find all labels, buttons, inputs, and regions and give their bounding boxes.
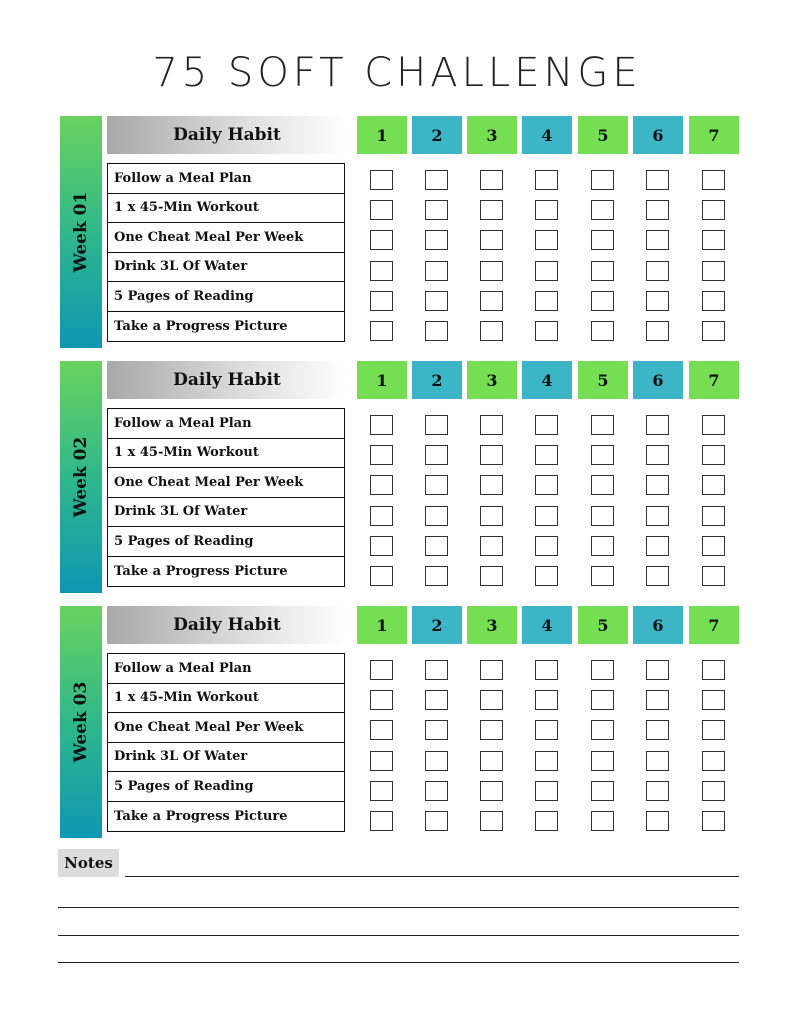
habit-checkbox[interactable] bbox=[425, 321, 448, 341]
habit-checkbox[interactable] bbox=[646, 720, 669, 740]
habit-checkbox[interactable] bbox=[480, 811, 503, 831]
habit-checkbox[interactable] bbox=[370, 475, 393, 495]
habit-checkbox[interactable] bbox=[370, 506, 393, 526]
habit-checkbox[interactable] bbox=[425, 291, 448, 311]
habit-checkbox[interactable] bbox=[535, 660, 558, 680]
habit-list bbox=[107, 408, 345, 587]
habit-checkbox[interactable] bbox=[370, 415, 393, 435]
habit-checkbox[interactable] bbox=[480, 660, 503, 680]
habit-checkbox[interactable] bbox=[425, 230, 448, 250]
habit-checkbox[interactable] bbox=[535, 690, 558, 710]
habit-checkbox[interactable] bbox=[646, 291, 669, 311]
habit-checkbox[interactable] bbox=[646, 781, 669, 801]
habit-checkbox[interactable] bbox=[425, 751, 448, 771]
habit-checkbox[interactable] bbox=[646, 566, 669, 586]
habit-label: Take a Progress Picture bbox=[114, 808, 288, 824]
day-header: 5 bbox=[578, 116, 628, 154]
habit-checkbox[interactable] bbox=[702, 506, 725, 526]
week-block bbox=[60, 361, 740, 593]
habit-checkbox[interactable] bbox=[535, 230, 558, 250]
habit-label: 5 Pages of Reading bbox=[108, 527, 344, 557]
day-header: 4 bbox=[522, 116, 572, 154]
habit-checkbox[interactable] bbox=[702, 200, 725, 220]
habit-checkbox[interactable] bbox=[535, 170, 558, 190]
habit-checkbox[interactable] bbox=[535, 261, 558, 281]
habit-checkbox[interactable] bbox=[370, 200, 393, 220]
habit-checkbox[interactable] bbox=[702, 781, 725, 801]
habit-checkbox[interactable] bbox=[425, 566, 448, 586]
habit-checkbox[interactable] bbox=[591, 781, 614, 801]
habit-checkbox[interactable] bbox=[702, 751, 725, 771]
day-header: 2 bbox=[412, 606, 462, 644]
habit-checkbox[interactable] bbox=[425, 506, 448, 526]
habit-checkbox[interactable] bbox=[370, 445, 393, 465]
habit-checkbox[interactable] bbox=[646, 811, 669, 831]
habit-label: Take a Progress Picture bbox=[114, 563, 288, 579]
habit-checkbox[interactable] bbox=[646, 230, 669, 250]
habit-checkbox[interactable] bbox=[702, 566, 725, 586]
week-label: Week 03 bbox=[71, 681, 91, 763]
notes-line[interactable] bbox=[58, 962, 739, 963]
daily-habit-header: Daily Habit bbox=[107, 606, 347, 644]
habit-checkbox[interactable] bbox=[370, 536, 393, 556]
habit-label: One Cheat Meal Per Week bbox=[108, 223, 344, 253]
habit-checkbox[interactable] bbox=[591, 475, 614, 495]
habit-checkbox[interactable] bbox=[425, 690, 448, 710]
habit-checkbox[interactable] bbox=[425, 261, 448, 281]
habit-checkbox[interactable] bbox=[370, 170, 393, 190]
habit-checkbox[interactable] bbox=[591, 261, 614, 281]
habit-checkbox[interactable] bbox=[535, 200, 558, 220]
habit-checkbox[interactable] bbox=[480, 751, 503, 771]
day-header: 4 bbox=[522, 606, 572, 644]
habit-label: Drink 3L Of Water bbox=[108, 253, 344, 283]
habit-checkbox[interactable] bbox=[425, 660, 448, 680]
week-side-bar bbox=[60, 361, 102, 593]
habit-checkbox[interactable] bbox=[370, 261, 393, 281]
habit-checkbox[interactable] bbox=[646, 660, 669, 680]
habit-checkbox[interactable] bbox=[535, 321, 558, 341]
habit-checkbox[interactable] bbox=[370, 690, 393, 710]
habit-checkbox[interactable] bbox=[535, 566, 558, 586]
habit-checkbox[interactable] bbox=[535, 720, 558, 740]
habit-checkbox[interactable] bbox=[425, 781, 448, 801]
habit-checkbox[interactable] bbox=[591, 751, 614, 771]
habit-checkbox[interactable] bbox=[535, 536, 558, 556]
habit-checkbox[interactable] bbox=[646, 170, 669, 190]
habit-checkbox[interactable] bbox=[591, 200, 614, 220]
habit-checkbox[interactable] bbox=[425, 720, 448, 740]
page-title: 75 SOFT CHALLENGE bbox=[152, 50, 642, 96]
habit-checkbox[interactable] bbox=[370, 660, 393, 680]
habit-checkbox[interactable] bbox=[702, 811, 725, 831]
day-header: 3 bbox=[467, 361, 517, 399]
habit-label: Take a Progress Picture bbox=[114, 318, 288, 334]
habit-checkbox[interactable] bbox=[646, 506, 669, 526]
habit-checkbox[interactable] bbox=[591, 291, 614, 311]
habit-checkbox[interactable] bbox=[480, 475, 503, 495]
daily-habit-header: Daily Habit bbox=[107, 361, 347, 399]
habit-checkbox[interactable] bbox=[702, 170, 725, 190]
habit-checkbox[interactable] bbox=[480, 566, 503, 586]
habit-checkbox[interactable] bbox=[480, 170, 503, 190]
week-label: Week 02 bbox=[71, 436, 91, 518]
notes-line[interactable] bbox=[58, 907, 739, 908]
habit-checkbox[interactable] bbox=[535, 811, 558, 831]
habit-checkbox[interactable] bbox=[702, 720, 725, 740]
habit-label: 5 Pages of Reading bbox=[108, 772, 344, 802]
habit-checkbox[interactable] bbox=[646, 200, 669, 220]
day-header: 5 bbox=[578, 361, 628, 399]
day-header: 1 bbox=[357, 116, 407, 154]
habit-checkbox[interactable] bbox=[702, 261, 725, 281]
habit-checkbox[interactable] bbox=[370, 566, 393, 586]
habit-checkbox[interactable] bbox=[591, 536, 614, 556]
habit-checkbox[interactable] bbox=[480, 445, 503, 465]
habit-checkbox[interactable] bbox=[535, 445, 558, 465]
habit-checkbox[interactable] bbox=[425, 475, 448, 495]
week-side-bar bbox=[60, 606, 102, 838]
habit-checkbox[interactable] bbox=[370, 781, 393, 801]
habit-checkbox[interactable] bbox=[425, 415, 448, 435]
habit-checkbox[interactable] bbox=[591, 415, 614, 435]
habit-checkbox[interactable] bbox=[370, 811, 393, 831]
week-block bbox=[60, 116, 740, 348]
habit-checkbox[interactable] bbox=[646, 261, 669, 281]
habit-checkbox[interactable] bbox=[646, 445, 669, 465]
day-header: 1 bbox=[357, 606, 407, 644]
habit-label: Follow a Meal Plan bbox=[108, 409, 344, 439]
habit-checkbox[interactable] bbox=[480, 261, 503, 281]
day-header: 7 bbox=[689, 361, 739, 399]
habit-checkbox[interactable] bbox=[425, 170, 448, 190]
habit-checkbox[interactable] bbox=[646, 690, 669, 710]
habit-checkbox[interactable] bbox=[535, 781, 558, 801]
habit-checkbox[interactable] bbox=[591, 170, 614, 190]
habit-label: 5 Pages of Reading bbox=[108, 282, 344, 312]
day-header: 6 bbox=[633, 361, 683, 399]
habit-checkbox[interactable] bbox=[591, 660, 614, 680]
habit-checkbox[interactable] bbox=[425, 445, 448, 465]
habit-checkbox[interactable] bbox=[480, 781, 503, 801]
day-header: 1 bbox=[357, 361, 407, 399]
habit-checkbox[interactable] bbox=[480, 415, 503, 435]
habit-checkbox[interactable] bbox=[480, 690, 503, 710]
habit-checkbox[interactable] bbox=[646, 751, 669, 771]
habit-label: 1 x 45-Min Workout bbox=[108, 684, 344, 714]
habit-label: Drink 3L Of Water bbox=[108, 498, 344, 528]
habit-checkbox[interactable] bbox=[370, 291, 393, 311]
habit-label: Follow a Meal Plan bbox=[108, 164, 344, 194]
habit-checkbox[interactable] bbox=[370, 751, 393, 771]
notes-line[interactable] bbox=[125, 876, 739, 877]
habit-checkbox[interactable] bbox=[702, 415, 725, 435]
habit-label: One Cheat Meal Per Week bbox=[108, 468, 344, 498]
habit-checkbox[interactable] bbox=[702, 536, 725, 556]
notes-label: Notes bbox=[58, 849, 119, 877]
habit-checkbox[interactable] bbox=[591, 811, 614, 831]
habit-checkbox[interactable] bbox=[480, 536, 503, 556]
habit-checkbox[interactable] bbox=[480, 200, 503, 220]
habit-checkbox[interactable] bbox=[591, 230, 614, 250]
habit-checkbox[interactable] bbox=[646, 536, 669, 556]
habit-checkbox[interactable] bbox=[480, 720, 503, 740]
habit-label: 1 x 45-Min Workout bbox=[108, 194, 344, 224]
habit-checkbox[interactable] bbox=[425, 811, 448, 831]
day-header: 2 bbox=[412, 361, 462, 399]
habit-label: One Cheat Meal Per Week bbox=[108, 713, 344, 743]
habit-checkbox[interactable] bbox=[702, 230, 725, 250]
habit-checkbox[interactable] bbox=[535, 415, 558, 435]
habit-checkbox[interactable] bbox=[480, 506, 503, 526]
habit-checkbox[interactable] bbox=[646, 321, 669, 341]
day-header: 4 bbox=[522, 361, 572, 399]
habit-label: Follow a Meal Plan bbox=[108, 654, 344, 684]
habit-checkbox[interactable] bbox=[535, 475, 558, 495]
habit-checkbox[interactable] bbox=[535, 506, 558, 526]
habit-label: 1 x 45-Min Workout bbox=[108, 439, 344, 469]
day-header: 3 bbox=[467, 116, 517, 154]
habit-checkbox[interactable] bbox=[535, 751, 558, 771]
habit-list bbox=[107, 653, 345, 832]
habit-checkbox[interactable] bbox=[370, 720, 393, 740]
habit-checkbox[interactable] bbox=[591, 690, 614, 710]
habit-checkbox[interactable] bbox=[591, 566, 614, 586]
habit-checkbox[interactable] bbox=[425, 200, 448, 220]
notes-line[interactable] bbox=[58, 935, 739, 936]
day-header: 7 bbox=[689, 606, 739, 644]
habit-checkbox[interactable] bbox=[425, 536, 448, 556]
habit-checkbox[interactable] bbox=[702, 690, 725, 710]
habit-checkbox[interactable] bbox=[370, 321, 393, 341]
day-header: 6 bbox=[633, 116, 683, 154]
week-label: Week 01 bbox=[71, 191, 91, 273]
habit-checkbox[interactable] bbox=[702, 291, 725, 311]
habit-checkbox[interactable] bbox=[591, 506, 614, 526]
week-side-bar bbox=[60, 116, 102, 348]
habit-checkbox[interactable] bbox=[702, 475, 725, 495]
week-block bbox=[60, 606, 740, 838]
habit-list bbox=[107, 163, 345, 342]
habit-checkbox[interactable] bbox=[370, 230, 393, 250]
habit-checkbox[interactable] bbox=[480, 230, 503, 250]
daily-habit-header: Daily Habit bbox=[107, 116, 347, 154]
habit-checkbox[interactable] bbox=[480, 321, 503, 341]
habit-checkbox[interactable] bbox=[646, 475, 669, 495]
habit-checkbox[interactable] bbox=[535, 291, 558, 311]
habit-checkbox[interactable] bbox=[591, 720, 614, 740]
day-header: 2 bbox=[412, 116, 462, 154]
habit-checkbox[interactable] bbox=[702, 445, 725, 465]
habit-checkbox[interactable] bbox=[591, 321, 614, 341]
day-header: 5 bbox=[578, 606, 628, 644]
habit-checkbox[interactable] bbox=[591, 445, 614, 465]
habit-checkbox[interactable] bbox=[646, 415, 669, 435]
day-header: 7 bbox=[689, 116, 739, 154]
habit-checkbox[interactable] bbox=[702, 660, 725, 680]
day-header: 6 bbox=[633, 606, 683, 644]
habit-label: Drink 3L Of Water bbox=[108, 743, 344, 773]
day-header: 3 bbox=[467, 606, 517, 644]
habit-checkbox[interactable] bbox=[480, 291, 503, 311]
habit-checkbox[interactable] bbox=[702, 321, 725, 341]
